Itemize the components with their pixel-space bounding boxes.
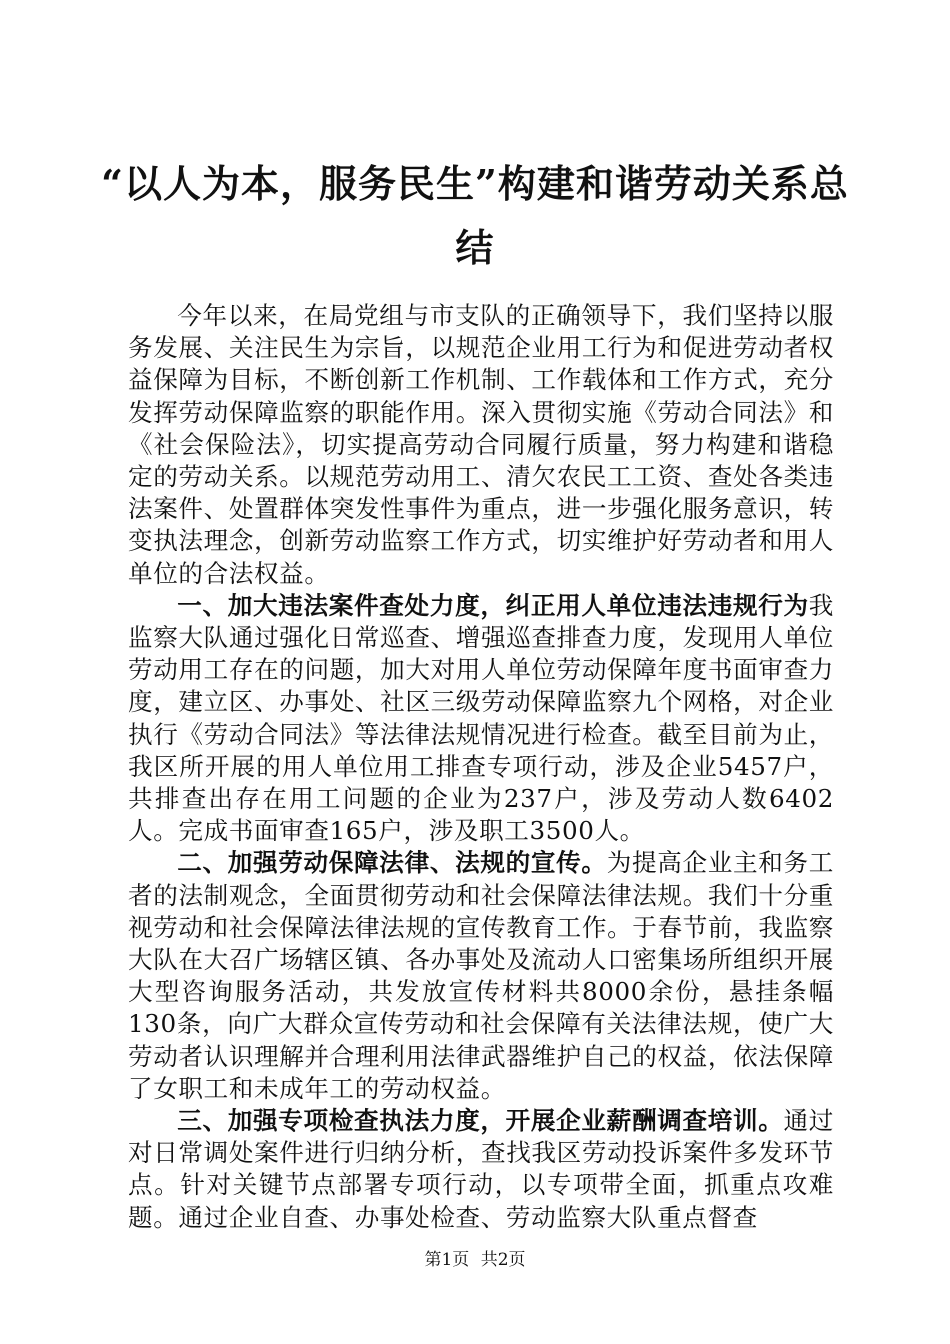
page-number: 第1页 bbox=[424, 1250, 470, 1270]
paragraph-intro bbox=[128, 300, 834, 590]
document-title-line-1: “以人为本，服务民生”构建和谐劳动关系总 bbox=[101, 161, 849, 206]
document-body bbox=[128, 300, 834, 1234]
paragraph-section-2 bbox=[128, 847, 834, 1105]
page-total: 共2页 bbox=[480, 1250, 526, 1270]
section-heading: 二、加强劳动保障法律、法规的宣传。 bbox=[177, 848, 607, 878]
section-heading: 一、加大违法案件查处力度，纠正用人单位违法违规行为 bbox=[177, 590, 809, 620]
paragraph-text: 通过对日常调处案件进行归纳分析，查找我区劳动投诉案件多发环节点。针对关键节点部署专项行动，以专项带全面，抓重点攻难题。通过企业自查、办事处检查、劳动监察大队重点督查 bbox=[128, 1106, 835, 1232]
paragraph-section-3 bbox=[128, 1105, 834, 1234]
document-title-line-2: 结 bbox=[455, 225, 495, 270]
paragraph-section-1 bbox=[128, 590, 834, 848]
paragraph-text: 今年以来，在局党组与市支队的正确领导下，我们坚持以服务发展、关注民生为宗旨，以规范企业用工行为和促进劳动者权益保障为目标，不断创新工作机制、工作载体和工作方式，充分发挥劳动保障监察的职能作用。深入贯彻实施《劳动合同法》和《社会保险法》，切实提高劳动合同履行质量，努力构建和谐稳定的劳动关系。以规范劳动用工、清欠农民工工资、查处各类违法案件、处置群体突发性事件为重点，进一步强化服务意识，转变执法理念，创新劳动监察工作方式，切实维护好劳动者和用人单位的合法权益。 bbox=[128, 301, 834, 588]
page-footer bbox=[0, 1250, 950, 1270]
paragraph-text: 我监察大队通过强化日常巡查、增强巡查排查力度，发现用人单位劳动用工存在的问题，加大对用人单位劳动保障年度书面审查力度，建立区、办事处、社区三级劳动保障监察九个网格，对企业执行《劳动合同法》等法律法规情况进行检查。截至目前为止，我区所开展的用人单位用工排查专项行动，涉及企业5457户，共排查出存在用工问题的企业为237户，涉及劳动人数6402人。完成书面审查165户，涉及职工3500人。 bbox=[128, 590, 834, 846]
section-heading: 三、加强专项检查执法力度，开展企业薪酬调查培训。 bbox=[177, 1106, 784, 1136]
paragraph-text: 为提高企业主和务工者的法制观念，全面贯彻劳动和社会保障法律法规。我们十分重视劳动和社会保障法律法规的宣传教育工作。于春节前，我监察大队在大召广场辖区镇、各办事处及流动人口密集场所组织开展大型咨询服务活动，共发放宣传材料共8000余份，悬挂条幅130条，向广大群众宣传劳动和社会保障有关法律法规，使广大劳动者认识理解并合理利用法律武器维护自己的权益，依法保障了女职工和未成年工的劳动权益。 bbox=[128, 848, 834, 1103]
